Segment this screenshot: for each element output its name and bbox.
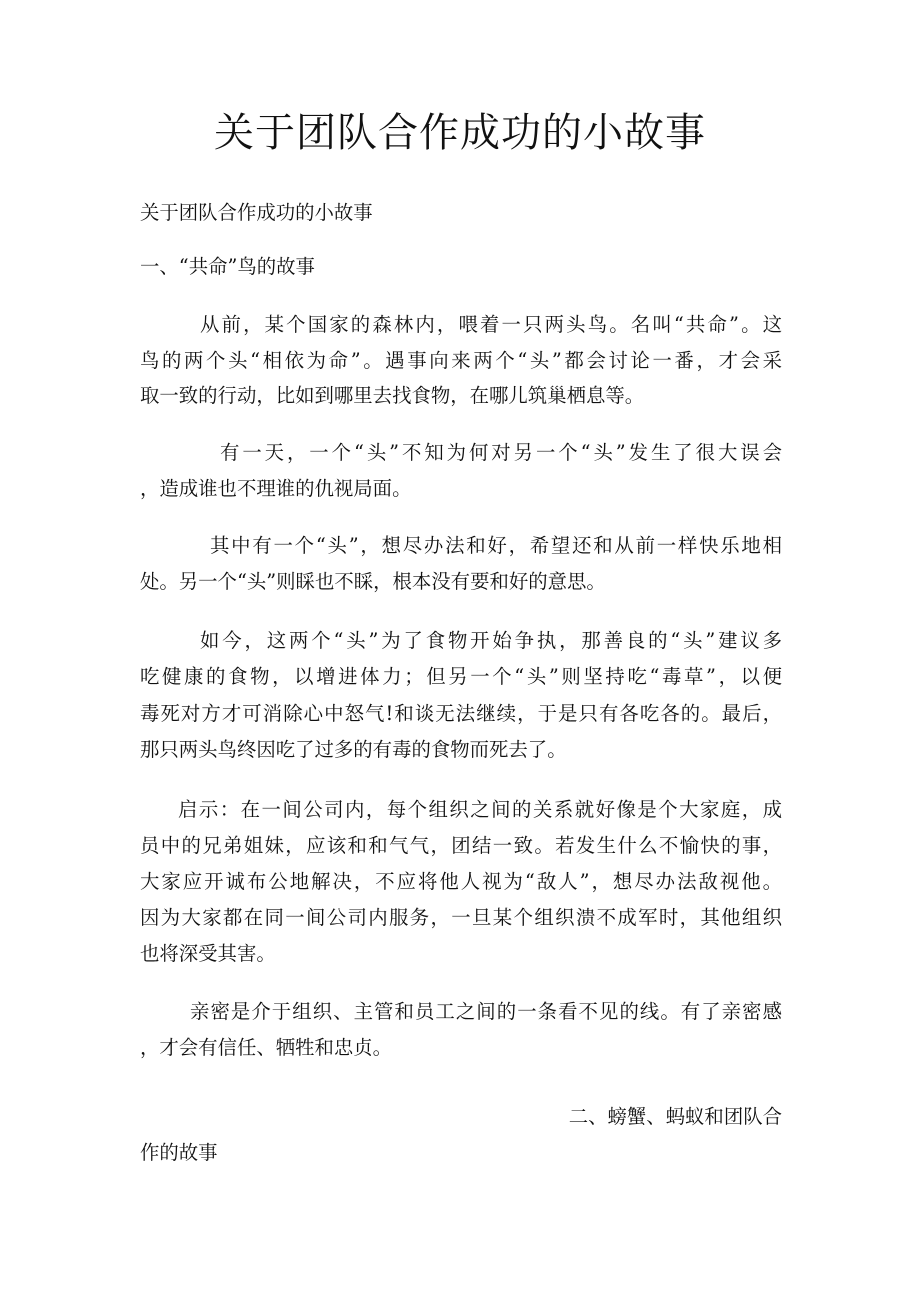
paragraph-line: 大家应开诚布公地解决，不应将他人视为“敌人”，想尽办法敌视他。 xyxy=(140,870,782,893)
paragraph-line: 因为大家都在同一间公司内服务，一旦某个组织溃不成军时，其他组织 xyxy=(140,906,782,929)
heading-line: 作的故事 xyxy=(140,1141,218,1164)
paragraph-line: 如今，这两个“头”为了食物开始争执，那善良的“头”建议多 xyxy=(200,629,782,652)
paragraph-line: 其中有一个“头”，想尽办法和好，希望还和从前一样快乐地相 xyxy=(210,534,782,557)
paragraph-line: 员中的兄弟姐妹，应该和和气气，团结一致。若发生什么不愉快的事， xyxy=(140,834,782,857)
heading-line: 二、螃蟹、蚂蚁和团队合 xyxy=(568,1105,782,1128)
paragraph-line: 处。另一个“头”则睬也不睬，根本没有要和好的意思。 xyxy=(140,570,606,593)
paragraph-line: 启示：在一间公司内，每个组织之间的关系就好像是个大家庭，成 xyxy=(178,798,782,821)
paragraph-line: 毒死对方才可消除心中怒气!和谈无法继续，于是只有各吃各的。最后， xyxy=(140,702,782,725)
paragraph-line: 取一致的行动，比如到哪里去找食物，在哪儿筑巢栖息等。 xyxy=(140,384,645,407)
document-subtitle: 关于团队合作成功的小故事 xyxy=(140,201,373,224)
paragraph-line: 有一天，一个“头”不知为何对另一个“头”发生了很大误会 xyxy=(220,441,782,464)
paragraph-line: 从前，某个国家的森林内，喂着一只两头鸟。名叫“共命”。这 xyxy=(200,313,782,336)
paragraph-line: 也将深受其害。 xyxy=(140,942,276,965)
paragraph-line: 吃健康的食物，以增进体力；但另一个“头”则坚持吃“毒草”，以便 xyxy=(140,665,782,688)
paragraph-line: 那只两头鸟终因吃了过多的有毒的食物而死去了。 xyxy=(140,738,567,761)
section-heading-1: 一、“共命”鸟的故事 xyxy=(140,255,315,278)
paragraph-line: 鸟的两个头“相依为命”。遇事向来两个“头”都会讨论一番，才会采 xyxy=(140,349,782,372)
paragraph-line: ，造成谁也不理谁的仇视局面。 xyxy=(140,477,412,500)
document-title: 关于团队合作成功的小故事 xyxy=(214,110,706,156)
paragraph-line: 亲密是介于组织、主管和员工之间的一条看不见的线。有了亲密感 xyxy=(190,1000,782,1023)
paragraph-line: ，才会有信任、牺牲和忠贞。 xyxy=(140,1036,393,1059)
